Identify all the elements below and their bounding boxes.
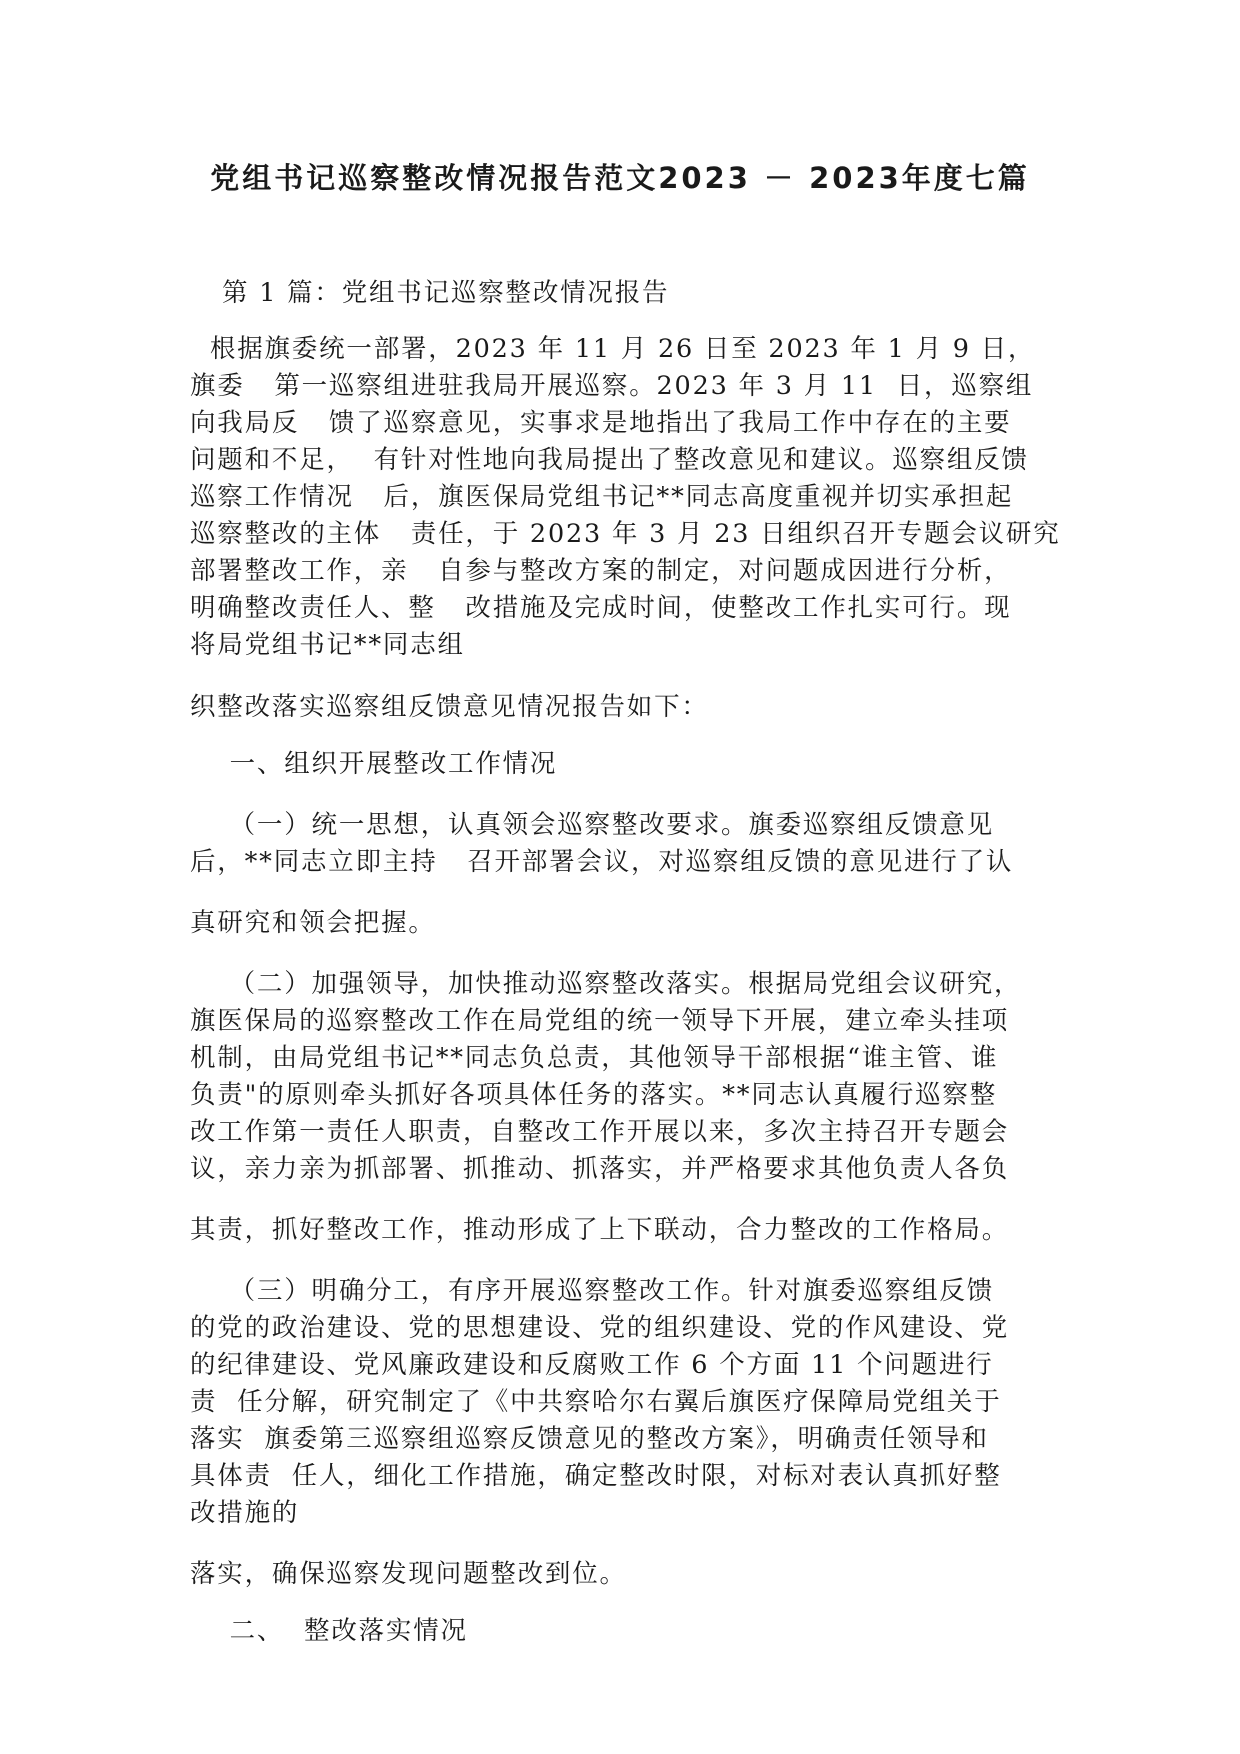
paragraph-line: 议，亲力亲为抓部署、抓推动、抓落实，并严格要求其他负责人各负 [190, 1154, 1010, 1184]
paragraph-line: 旗医保局的巡察整改工作在局党组的统一领导下开展，建立牵头挂项 [190, 1006, 1010, 1036]
paragraph-line: 改措施的 [190, 1498, 300, 1528]
document-title: 党组书记巡察整改情况报告范文2023 － 2023年度七篇 [210, 161, 1030, 195]
paragraph-line: 的纪律建设、党风廉政建设和反腐败工作 6 个方面 11 个问题进行 [190, 1350, 994, 1380]
paragraph-line: 落实 旗委第三巡察组巡察反馈意见的整改方案》，明确责任领导和 [190, 1424, 989, 1454]
paragraph-line: 责 任分解，研究制定了《中共察哈尔右翼后旗医疗保障局党组关于 [190, 1387, 1002, 1417]
paragraph-line: （二）加强领导，加快推动巡察整改落实。根据局党组会议研究， [190, 969, 1022, 999]
paragraph-line: 将局党组书记**同志组 [190, 630, 465, 660]
paragraph-line: 的党的政治建设、党的思想建设、党的组织建设、党的作风建设、党 [190, 1313, 1010, 1343]
paragraph-line: 问题和不足， 有针对性地向我局提出了整改意见和建议。巡察组反馈 [190, 445, 1029, 475]
paragraph-line: 明确整改责任人、整 改措施及完成时间，使整改工作扎实可行。现 [190, 593, 1012, 623]
paragraph-line: 改工作第一责任人职责，自整改工作开展以来，多次主持召开专题会 [190, 1117, 1010, 1147]
section-heading: 第 1 篇：党组书记巡察整改情况报告 [222, 278, 670, 308]
paragraph-line: （三）明确分工，有序开展巡察整改工作。针对旗委巡察组反馈 [190, 1276, 995, 1306]
paragraph-line: 其责，抓好整改工作，推动形成了上下联动，合力整改的工作格局。 [190, 1215, 1010, 1245]
paragraph-line: 具体责 任人，细化工作措施，确定整改时限，对标对表认真抓好整 [190, 1461, 1002, 1491]
paragraph-line: （一）统一思想，认真领会巡察整改要求。旗委巡察组反馈意见 [190, 810, 995, 840]
paragraph-line: 旗委 第一巡察组进驻我局开展巡察。2023 年 3 月 11 日，巡察组 [190, 371, 1034, 401]
paragraph-line: 织整改落实巡察组反馈意见情况报告如下： [190, 692, 709, 722]
paragraph-line: 巡察工作情况 后，旗医保局党组书记**同志高度重视并切实承担起 [190, 482, 1014, 512]
paragraph-line: 部署整改工作，亲 自参与整改方案的制定，对问题成因进行分析， [190, 556, 1012, 586]
paragraph-line: 根据旗委统一部署，2023 年 11 月 26 日至 2023 年 1 月 9 日， [200, 334, 1036, 364]
paragraph-line: 负责"的原则牵头抓好各项具体任务的落实。**同志认真履行巡察整 [190, 1080, 998, 1110]
paragraph-line: 后，**同志立即主持 召开部署会议，对巡察组反馈的意见进行了认 [190, 847, 1014, 877]
paragraph-line: 落实，确保巡察发现问题整改到位。 [190, 1559, 627, 1589]
paragraph-line: 向我局反 馈了巡察意见，实事求是地指出了我局工作中存在的主要 [190, 408, 1012, 438]
paragraph-line: 机制，由局党组书记**同志负总责，其他领导干部根据“谁主管、谁 [190, 1043, 999, 1073]
paragraph-line: 巡察整改的主体 责任，于 2023 年 3 月 23 日组织召开专题会议研究 [190, 519, 1061, 549]
section-heading: 二、 整改落实情况 [190, 1616, 468, 1646]
paragraph-line: 真研究和领会把握。 [190, 908, 436, 938]
section-heading: 一、组织开展整改工作情况 [190, 749, 558, 779]
